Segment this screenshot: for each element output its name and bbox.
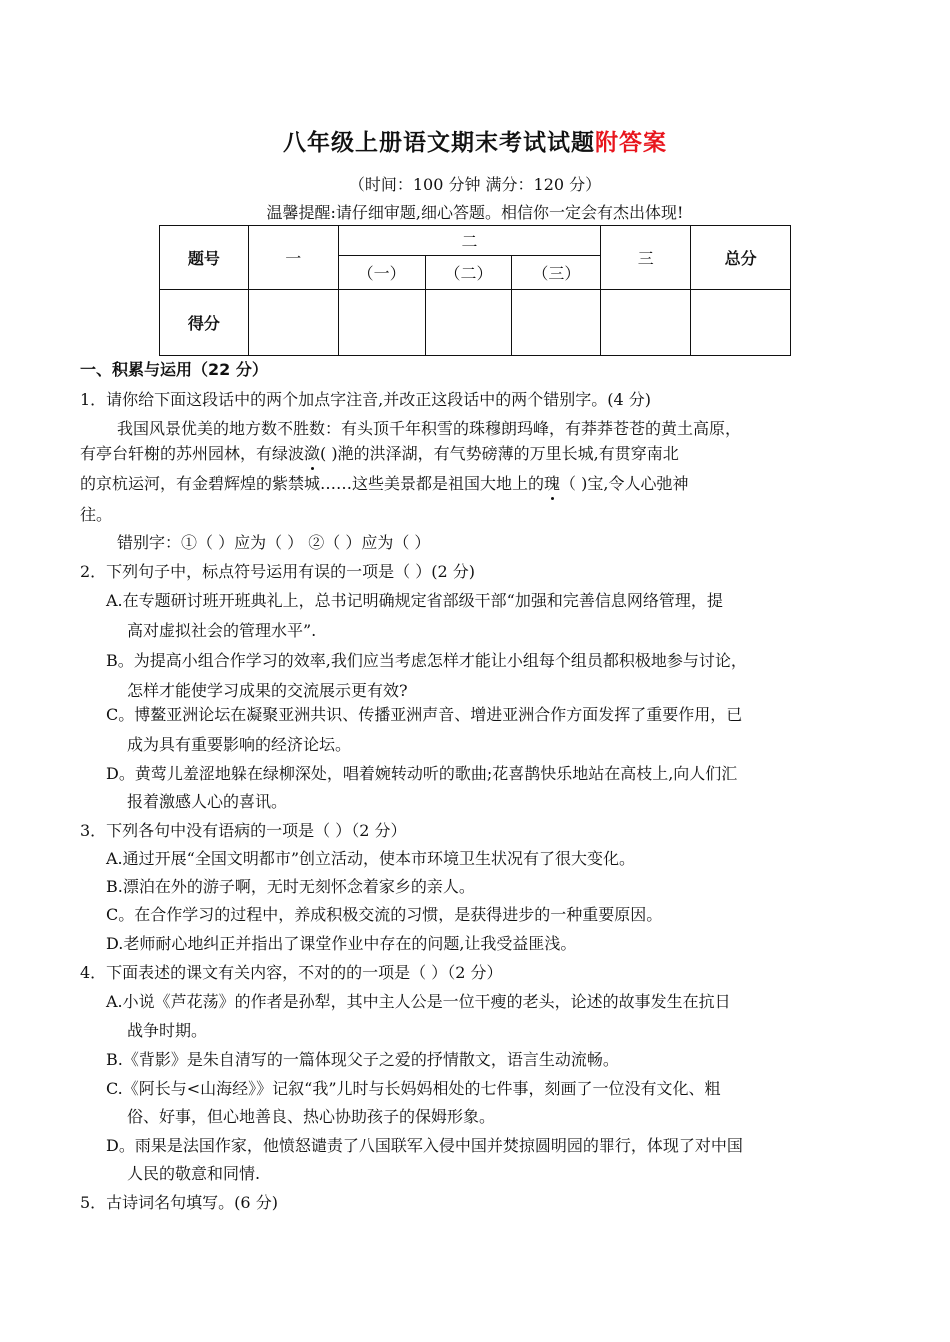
q4-option-d-cont: 人民的敬意和同情. xyxy=(127,1164,261,1183)
score-cell-three[interactable] xyxy=(601,290,691,356)
title-main: 八年级上册语文期末考试试题 xyxy=(283,130,595,156)
q1-stem: 1．请你给下面这段话中的两个加点字注音,并改正这段话中的两个错别字。(4 分) xyxy=(80,390,652,409)
header-question-num: 题号 xyxy=(160,226,249,290)
header-part-three: 三 xyxy=(601,226,691,290)
q2-option-b-cont: 怎样才能使学习成果的交流展示更有效? xyxy=(127,681,408,700)
q2-option-c: C。博鳌亚洲论坛在凝聚亚洲共识、传播亚洲声音、增进亚洲合作方面发挥了重要作用，已 xyxy=(106,705,743,724)
q3-option-c: C。在合作学习的过程中，养成积极交流的习惯，是获得进步的一种重要原因。 xyxy=(106,905,663,924)
q3-option-a: A.通过开展“全国文明都市”创立活动，使本市环境卫生状况有了很大变化。 xyxy=(106,849,636,868)
q1-passage-line3 xyxy=(80,474,688,494)
q1-passage-line3-a: 的京杭运河，有金碧辉煌的紫禁城……这些美景都是祖国大地上的 xyxy=(80,474,545,493)
score-cell-two-sub2[interactable] xyxy=(425,290,512,356)
q2-option-b: B。为提高小组合作学习的效率,我们应当考虑怎样才能让小组每个组员都积极地参与讨论， xyxy=(106,651,747,670)
header-total: 总分 xyxy=(691,226,791,290)
q2-option-a: A.在专题研讨班开班典礼上，总书记明确规定省部级干部“加强和完善信息网络管理，提 xyxy=(106,591,723,610)
tip-text: 温馨提醒:请仔细审题,细心答题。相信你一定会有杰出体现! xyxy=(266,203,684,222)
score-cell-two-sub1[interactable] xyxy=(338,290,425,356)
q3-option-b: B.漂泊在外的游子啊，无时无刻怀念着家乡的亲人。 xyxy=(106,877,475,896)
q1-passage-line2-a: 有亭台轩榭的苏州园林，有绿波 xyxy=(80,444,305,463)
q4-option-b: B.《背影》是朱自清写的一篇体现父子之爱的抒情散文，语言生动流畅。 xyxy=(106,1050,619,1069)
header-part-two: 二 xyxy=(338,226,601,256)
q4-option-a-cont: 战争时期。 xyxy=(127,1021,208,1040)
q1-passage-line2-b: ( )滟的洪泽湖，有气势磅薄的万里长城,有贯穿南北 xyxy=(320,444,679,463)
header-part-two-sub1: （一） xyxy=(338,256,425,290)
q2-stem: 2．下列句子中，标点符号运用有误的一项是（ ）(2 分) xyxy=(80,562,476,581)
q3-option-d: D.老师耐心地纠正并指出了课堂作业中存在的问题,让我受益匪浅。 xyxy=(106,934,577,953)
score-cell-total[interactable] xyxy=(691,290,791,356)
q1-passage-line1: 我国风景优美的地方数不胜数：有头顶千年积雪的珠穆朗玛峰，有莽莽苍苍的黄土高原， xyxy=(117,419,742,438)
q4-option-a: A.小说《芦花荡》的作者是孙犁，其中主人公是一位干瘦的老头，论述的故事发生在抗日 xyxy=(106,992,731,1011)
q1-passage-line4: 往。 xyxy=(80,505,113,524)
q2-option-d-cont: 报着激感人心的喜讯。 xyxy=(127,792,288,811)
header-part-two-sub2: （二） xyxy=(425,256,512,290)
q4-option-d: D。雨果是法国作家，他愤怒谴责了八国联军入侵中国并焚掠圆明园的罪行，体现了对中国 xyxy=(106,1136,743,1155)
q4-option-c-cont: 俗、好事，但心地善良、热心协助孩子的保姆形象。 xyxy=(127,1107,496,1126)
score-cell-one[interactable] xyxy=(248,290,338,356)
q2-option-d: D。黄莺儿羞涩地躲在绿柳深处，唱着婉转动听的歌曲;花喜鹊快乐地站在高枝上,向人们汇 xyxy=(106,764,738,783)
score-cell-two-sub3[interactable] xyxy=(512,290,601,356)
row-score-label: 得分 xyxy=(160,290,249,356)
header-part-two-sub3: （三） xyxy=(512,256,601,290)
q1-typo-answer[interactable]: 错别字：①（ ）应为（ ） ②（ ）应为（ ） xyxy=(117,533,431,552)
q3-stem: 3．下列各句中没有语病的一项是（ ）（2 分） xyxy=(80,821,407,840)
q2-option-a-cont: 高对虚拟社会的管理水平”. xyxy=(127,621,317,640)
time-info: （时间：100 分钟 满分：120 分） xyxy=(348,175,602,194)
q1-passage-line2 xyxy=(80,444,679,464)
q4-option-c: C.《阿长与<山海经》》记叙“我”儿时与长妈妈相处的七件事，刻画了一位没有文化、粗 xyxy=(106,1079,721,1098)
q1-passage-line3-b: （ )宝,令人心弛神 xyxy=(560,474,689,493)
header-part-one: 一 xyxy=(248,226,338,290)
q5-stem: 5．古诗词名句填写。(6 分) xyxy=(80,1193,278,1212)
q2-option-c-cont: 成为具有重要影响的经济论坛。 xyxy=(127,735,352,754)
section-title: 一、积累与运用（22 分） xyxy=(80,360,268,379)
q4-stem: 4．下面表述的课文有关内容，不对的的一项是（ ）（2 分） xyxy=(80,963,503,982)
title-answer-tag: 附答案 xyxy=(595,130,667,156)
dotted-char-gui: 瑰 xyxy=(544,474,561,493)
page-title xyxy=(0,124,950,157)
dotted-char-lian: 潋 xyxy=(304,444,321,463)
score-table xyxy=(159,225,791,356)
